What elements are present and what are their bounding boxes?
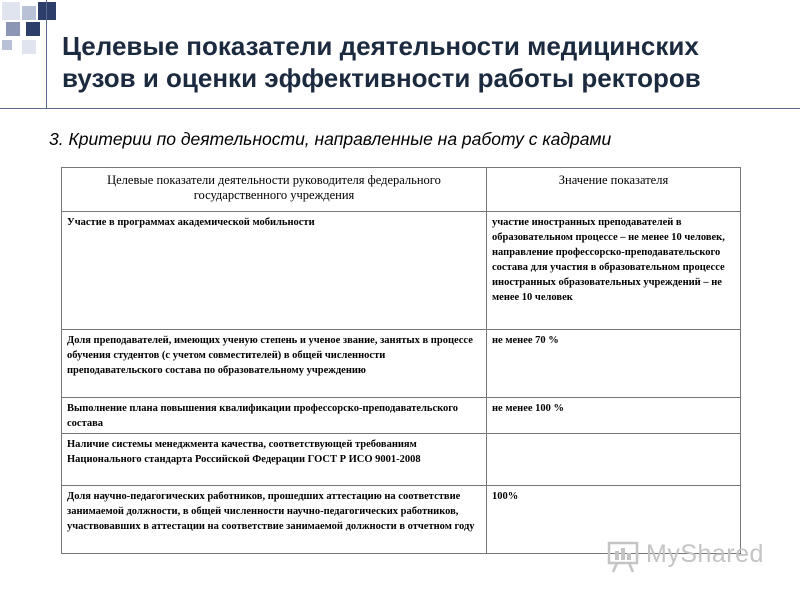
decor-square (22, 6, 36, 20)
vertical-rule (46, 0, 47, 108)
table-row (62, 434, 741, 486)
decor-square (2, 40, 12, 50)
watermark-text: MyShared (646, 540, 764, 568)
myshared-watermark (606, 538, 776, 574)
decor-square (2, 2, 20, 20)
slide-title: Целевые показатели деятельности медицинских вузов и оценки эффективности работы ректоров (62, 31, 701, 93)
presentation-board-icon (606, 538, 642, 574)
value-cell: участие иностранных преподавателей в образовательном процессе – не менее 10 человек, направление профессорско-преподавательского состава для участия в образовательном процессе иностранных образовательных учреждений – не менее 10 человек (487, 212, 741, 330)
table-header-row (62, 168, 741, 212)
criteria-table (61, 167, 741, 554)
table-row (62, 212, 741, 330)
decor-square (26, 22, 40, 36)
value-cell: не менее 70 % (487, 330, 741, 398)
slide-subtitle: 3. Критерии по деятельности, направленные на работу с кадрами (49, 129, 612, 149)
value-cell (487, 434, 741, 486)
horizontal-rule (0, 108, 800, 109)
indicator-cell: Доля преподавателей, имеющих ученую степень и ученое звание, занятых в процессе обучения студентов (с учетом совместителей) в общей численности преподавательского состава по образовательному учреждению (62, 330, 487, 398)
indicator-cell: Наличие системы менеджмента качества, соответствующей требованиям Национального стандарта Российской Федерации ГОСТ Р ИСО 9001-2008 (62, 434, 487, 486)
indicator-cell: Участие в программах академической мобильности (62, 212, 487, 330)
value-cell: не менее 100 % (487, 398, 741, 434)
decor-square (22, 40, 36, 54)
column-header-value: Значение показателя (487, 168, 741, 212)
decor-square (6, 22, 20, 36)
decor-square (38, 2, 56, 20)
table-row (62, 330, 741, 398)
value-cell: 100% (487, 486, 741, 554)
table-row (62, 398, 741, 434)
indicator-cell: Доля научно-педагогических работников, прошедших аттестацию на соответствие занимаемой должности, в общей численности научно-педагогических работников, участвовавших в аттестации на соответствие занимаемой должности в отчетном году (62, 486, 487, 554)
column-header-indicator: Целевые показатели деятельности руководителя федерального государственного учреждения (62, 168, 487, 212)
indicator-cell: Выполнение плана повышения квалификации профессорско-преподавательского состава (62, 398, 487, 434)
